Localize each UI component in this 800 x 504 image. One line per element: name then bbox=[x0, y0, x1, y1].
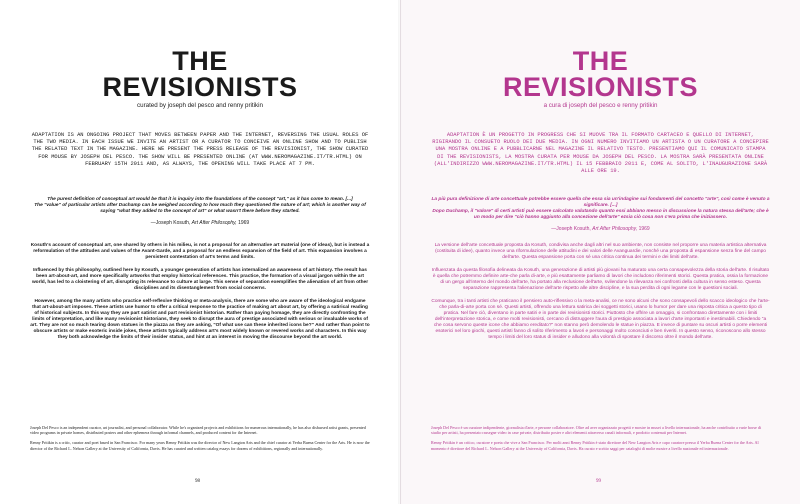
right-title-block bbox=[431, 48, 770, 109]
right-bio-block bbox=[431, 425, 770, 451]
right-credit: a cura di joseph del pesco e renny pritikin bbox=[543, 102, 658, 109]
right-intro-block bbox=[431, 132, 770, 175]
right-paragraph-2: Influenzata da questa filosofia delineata da Kosuth, una generazione di artisti più giovani ha maturato una certa consapevolezza della storia dell'arte. Il risultato è quella che potremmo definire arte-che parla di-arte, e più esattamente parliamo di lavori che includono riferimenti storici. Questa pratica, ossia la formazione di un gergo all'interno del mondo dell'arte, ha portato alla reclusione dell'arte, svilendone la rilevanza nei confronti della cultura in senso esteso. Questa separazione rappresenta l'alienazione dell'arte rispetto alle altre discipline, e la sua perdita di ogni legame con le questioni sociali. bbox=[431, 268, 770, 291]
left-paragraph-3: However, among the many artists who practice self-reflexive thinking or meta-analysis, there are some who are aware of the ideological endgame that art-about-art imposes. These artists use humor to offer a critical response to the practice of making art about art, by offering a satirical reading of historical subjects. In this way they are part satirist and part revisionist historian. Rather than paying homage, they are directly confronting the limits of interpretation, and like many revisionist historians, they seek to disrupt the aura of prestige associated with serious or invaluable works of art. They are not so much tearing down statues in the piazza as they are asking, "Of what use can these inherited icons be?" And rather than point to obscure artists or make esoteric inside jokes, these artists typically address art's most widely known or revered works and characters. In this way they both acknowledge the limits of their insider status, and hint at an interest in moving the discourse beyond the art world. bbox=[30, 299, 370, 340]
right-cite-author: —Joseph Kosuth, bbox=[551, 226, 591, 232]
left-cite-year: 1969 bbox=[238, 220, 250, 226]
right-bio-1: Joseph Del Pesco è un curatore indipendente, giornalista d'arte, e persone collaboratore. Oltre ad aver organizzato progetti e mostre in musei a livello internazionale, ha anche contribuito a varie borse di studio per artisti, ha presentato rassegne video in case private, distribuito poster e altri elementi attraverso canali informali, e prodotto contenuti per Internet. bbox=[431, 425, 762, 436]
left-bio-1: Joseph Del Pesco is an independent curator, art journalist, and personal collaborator. While he's organized projects and exhibitions for numerous internationally, he has also disbursed artist grants, presented video programs in private homes, distributed posters and other ephemera through informal channels, and produced content for the Internet. bbox=[30, 425, 366, 436]
right-page-number: 99 bbox=[596, 479, 601, 484]
right-body-block bbox=[431, 243, 770, 341]
left-credit: curated by joseph del pesco and renny pritikin bbox=[137, 102, 263, 109]
left-quote-block bbox=[30, 197, 370, 226]
left-intro: ADAPTATION IS AN ONGOING PROJECT THAT MOVES BETWEEN PAPER AND THE INTERNET, REVERSING THE USUAL ROLES OF THE TWO MEDIA. IN EACH ISSUE WE INVITE AN ARTIST OR A CURATOR TO CONCEIVE AN ONLINE SHOW AND TO PUBLISH THE RELATED TEXT IN THE MAGAZINE. HERE WE PRESENT THE PRESS RELEASE OF THE REVISIONIST, THE SHOW CURATED FOR MOUSE BY JOSEPH DEL PESCO. THE SHOW WILL BE PRESENTED ONLINE (AT WWW.NEROMAGAZINE.IT/TR.HTML) ON FEBRUARY 15TH 2011 AND, AS ALWAYS, THE OPENING WILL TAKE PLACE AT 7 PM. bbox=[31, 132, 369, 167]
right-paragraph-3: Comunque, tra i tanti artisti che praticano il pensiero auto-riflessivo o la meta-analisi, ce ne sono alcuni che sono consapevoli dello scacco ideologico che l'arte-che parla-di-arte porta con sé. Questi artisti, offrendo una lettura satirica dei soggetti storici, usano lo humor per dare una risposta critica a questo tipo di pratica. Nel fare ciò, diventano in parte satiri e in parte dei revisionisti storici. Piuttosto che offrire un omaggio, si confrontano direttamente con i limiti dell'interpretazione storica, e come molti revisionisti, cercano di distruggere l'aura di prestigio associata a lavori d'arte importanti e inestimabili. Chiedendo "a che cosa servono queste icone che abbiamo ereditato?" non stanno però demolendo le statue in piazza. E invece di puntare su oscuri artisti o porre elementi esoterici nel loro giochi, questi artisti fanno di solito riferimento a lavori e personaggi molto conosciuti e ben riveriti. In questo senso, riconoscono allo stesso tempo i limiti del loro status di insider e alludono alla volontà di spostare il discorso oltre il mondo dell'arte. bbox=[431, 299, 770, 340]
left-title bbox=[30, 48, 370, 100]
left-page-number: 98 bbox=[195, 479, 200, 484]
right-quote-2: Dopo Duchamp, il "valore" di certi artisti può essere calcolato valutando quanto essi abbiano messo in discussione la natura stessa dell'arte; che è un modo per dire "ciò hanno aggiunto alla concezione dell'arte" ezsia ciò cosa non c'era prima che iniziassero. bbox=[432, 209, 769, 220]
right-cite-year: 1969 bbox=[638, 226, 650, 232]
left-paragraph-2: Influenced by this philosophy, outlined here by Kosuth, a younger generation of artists has internalized an awareness of art history. The result has been art-about-art, and more specifically artworks that employ historical references. This practice, the formation of a visual jargon within the art world, has led to a cloistering of art, disrupting its relevance to culture at large. This sense of separation exemplifies the alienation of art from other disciplines and its disentanglement from social concerns. bbox=[31, 268, 369, 291]
left-citation bbox=[30, 220, 370, 226]
left-bio-block bbox=[30, 425, 370, 451]
right-quote-block bbox=[431, 197, 770, 232]
left-title-line1: THE bbox=[172, 46, 228, 76]
left-title-line2: REVISIONISTS bbox=[102, 72, 298, 102]
left-paragraph-1: Kosuth's account of conceptual art, one shared by others in his milieu, is not a proposal for an alternative art material (one of ideas), but is instead a reformulation of the attitudes and values of the Avant-Garde, and a proposal for an endless expansion of the field of art. This expansion involves a persistent contestation of art's terms and limits. bbox=[30, 243, 370, 260]
left-title-block bbox=[30, 48, 370, 109]
left-quote-2: The "value" of particular artists after Duchamp can be weighed according to how much they questioned the nature of art; which is another way of saying "what they added to the concept of art" or what wasn't there before they started. bbox=[34, 203, 366, 214]
left-cite-author: —Joseph Kosuth, bbox=[150, 220, 191, 226]
right-citation bbox=[431, 226, 770, 232]
right-paragraph-1: La versione dell'arte concettuale proposta da Kosuth, condivisa anche dagli altri nel suo ambiente, non consiste nel proporre una materia artistica alternativa (costituita di idee), quanto invece una riformulazione delle attitudini e dei valori delle Avanguardie, nonché una proposta di espansione senza fine del campo dell'arte. Questa espansione porta con sé una critica continua dei termini e dei limiti dell'arte. bbox=[434, 243, 767, 260]
right-title-line2: REVISIONISTS bbox=[502, 72, 699, 102]
right-title bbox=[431, 48, 770, 100]
right-intro: ADAPTATION È UN PROGETTO IN PROGRESS CHE SI MUOVE TRA IL FORMATO CARTACEO E QUELLO DI INTERNET, RIGIRANDO IL CONSUETO RUOLO DEI DUE MEDIA. IN OGNI NUMERO INVITIAMO UN ARTISTA O UN CURATORE A CONCEPIRE UNA MOSTRA ONLINE E A PUBBLICARNE NEL MAGAZINE IL RELATIVO TESTO. PRESENTIAMO QUI IL COMUNICATO STAMPA DI THE REVISIONISTS, LA MOSTRA CURATA PER MOUSE DA JOSEPH DEL PESCO. LA MOSTRA SARÀ PRESENTATA ONLINE (ALL'INDIRIZZO WWW.NEROMAGAZINE.IT/TR.HTML) IL 15 FEBBRAIO 2011 E, COME AL SOLITO, L'INAUGURAZIONE SARÀ ALLE ORE 19. bbox=[432, 132, 769, 175]
right-quote-1: La più pura definizione di arte concettuale potrebbe essere quella che essa sia un'indagine sui fondamenti del concetto "arte", così come è venuto a significare. [...] bbox=[431, 197, 770, 208]
right-title-line1: THE bbox=[572, 46, 629, 76]
right-page-italian bbox=[400, 0, 800, 504]
left-intro-block bbox=[30, 132, 370, 168]
left-cite-book: Art After Philosophy, bbox=[191, 220, 237, 226]
right-bio-2: Renny Pritikin è un critico, curatore e poeta che vive a San Francisco. Per molti anni Renny Pritikin è stato direttore del New Langton Arts e capo curatore presso il Yerba Buena Center for the Arts. Al momento è direttore del Richard L. Nelson Gallery at the University of California, Davis. Ha curato e scritto saggi per cataloghi di molte mostre a livello nazionale ed internazionale. bbox=[431, 440, 759, 451]
left-quote-1: The purest definition of conceptual art would be that it is inquiry into the foundations of the concept "art," as it has come to mean. [...] bbox=[47, 197, 353, 202]
left-body-block bbox=[30, 243, 370, 341]
left-bio-2: Renny Pritikin is a critic, curator and poet based in San Francisco. For many years Renny Pritikin was the director of New Langton Arts and the chief curator at Yerba Buena Center for the Arts. He is now the director of the Richard L. Nelson Gallery at the University of California, Davis. He has curated and written catalog essays for dozens of exhibitions, regionally and internationally. bbox=[30, 440, 370, 451]
right-cite-book: Art After Philosophy, bbox=[592, 226, 638, 232]
spread-gutter bbox=[398, 0, 402, 504]
